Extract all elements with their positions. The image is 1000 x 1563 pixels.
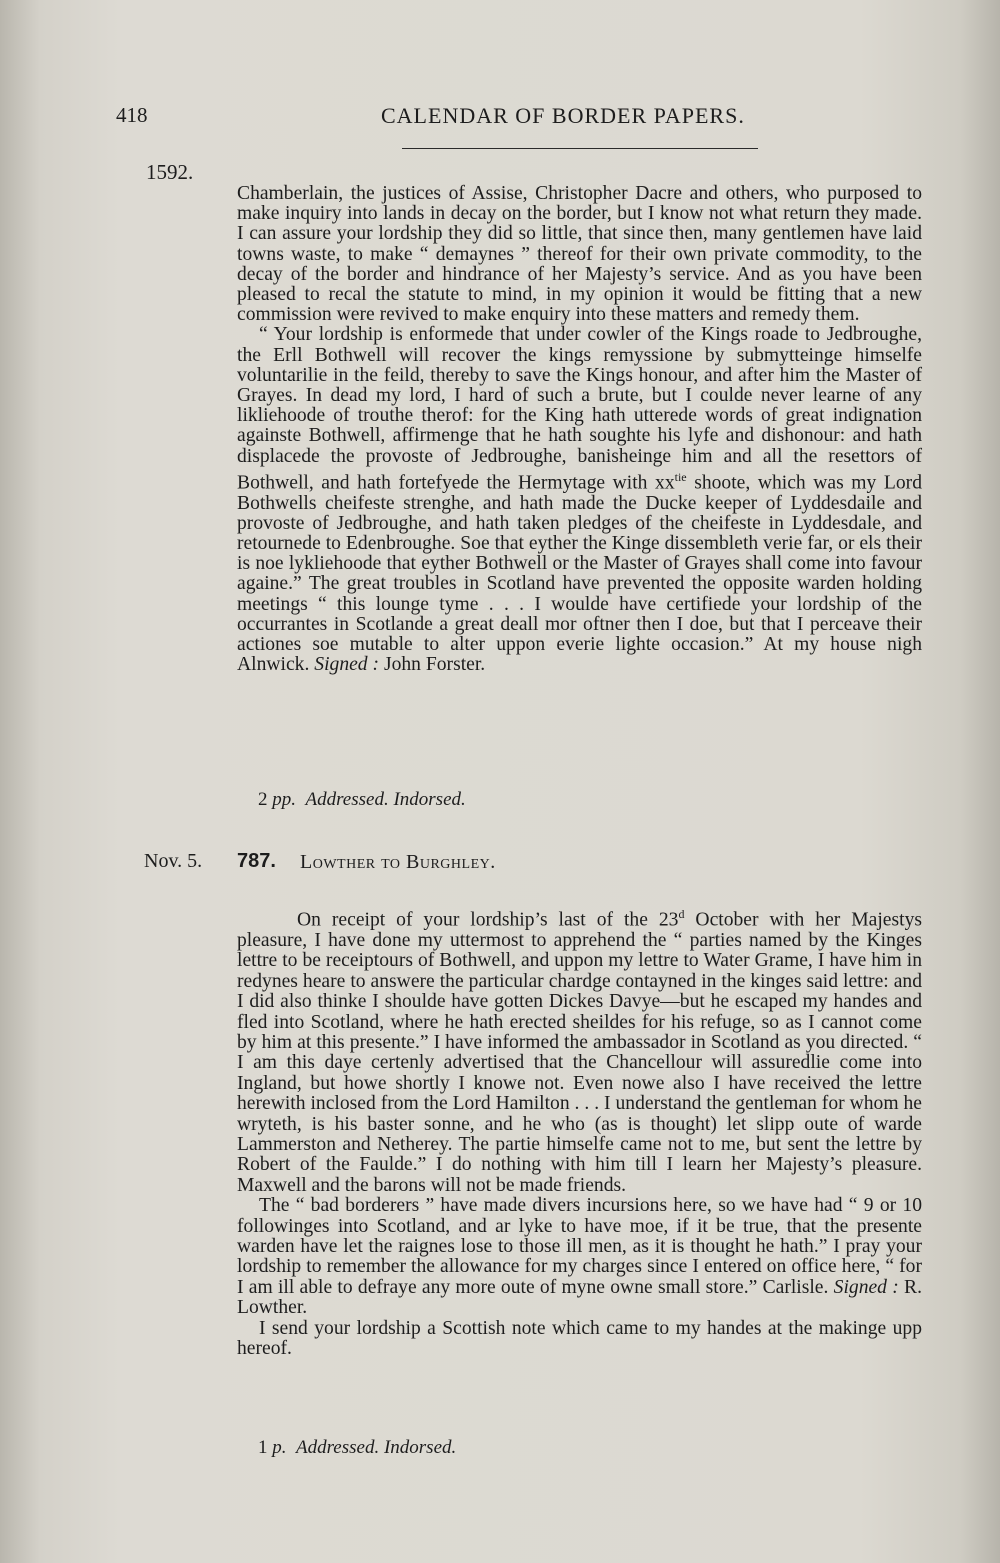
note-endorsement: Addressed. Indorsed.	[296, 1437, 457, 1458]
note-pages: 2	[258, 789, 273, 810]
superscript: d	[678, 907, 685, 921]
paragraph	[237, 1196, 922, 1318]
year-margin: 1592.	[146, 160, 194, 184]
paragraph	[237, 325, 922, 675]
entry-title: Lowther to Burghley.	[300, 851, 496, 873]
entry-786-body	[237, 184, 922, 675]
entry-787-body	[237, 904, 922, 1359]
text-run: “ Your lordship is enformede that under cowler of the Kings roade to Jedbroughe, the Erll Bothwell will recover the kings remyssione by submytteinge himselfe voluntarilie in the feild, thereby to save the Kings honour, and after him the Master of Grayes. In dead my lord, I hard of such a brute, but I coulde never learne of any likliehoode of trouthe therof: for the King hath utterede words of great indignation againste Bothwell, affirmenge that he hath soughte his lyfe and dishonour: and hath displacede the provoste of Jedbroughe, banisheinge him and all the resettors of Bothwell, and hath fortefyede the Hermytage with xx	[237, 324, 922, 494]
signed-label: Signed :	[833, 1276, 899, 1298]
text-run: October with her Majestys pleasure, I have done my uttermost to apprehend the “ parties named by the Kinges lettre to be receiptours of Bothwell, and uppon my lettre to Water Grame, I have him in redynes heare to answere the particular chardge contayned in the kinges said lettre: and I did also thinke I shoulde have gotten Dickes Davye—but he escaped my handes and fled into Scotland, where he hath erected sheildes for his refuge, so as I cannot come by him at this presente.” I have informed the ambassador in Scotland as you directed. “ I am this daye certenly advertised that the Chancellour will assuredlie come into Ingland, but howe shortly I knowe not. Even nowe also I have received the lettre herewith inclosed from the Lord Hamilton . . . I understand the gentleman for whom he wryteth, is his baster sonne, and he who (as is thought) let slipp oute of warde Lammerston and Netherey. The partie himselfe came not to me, but sent the lettre by Robert of the Faulde.” I do nothing with him till I learn her Majesty’s pleasure. Maxwell and the barons will not be made friends.	[237, 909, 922, 1196]
entry-786-note	[258, 789, 466, 811]
page-number: 418	[116, 103, 148, 127]
running-title: CALENDAR OF BORDER PAPERS.	[381, 103, 745, 128]
signed-label: Signed :	[314, 654, 380, 676]
text-run: The “ bad borderers ” have made divers incursions here, so we have had “ 9 or 10 followinges into Scotland, and ar lyke to have moe, if it be true, that the presente warden have let the raignes lose to those ill men, as it is thought he hath.” I pray your lordship to remember the allowance for my charges since I entered on office here, “ for I am ill able to defraye any more oute of myne owne small store.” Carlisle.	[237, 1195, 922, 1298]
note-pages: 1	[258, 1437, 273, 1458]
signatory: R. Lowther.	[237, 1276, 922, 1319]
note-pp: pp.	[272, 789, 296, 810]
paragraph: Chamberlain, the justices of Assise, Christopher Dacre and others, who purposed to make inquiry into lands in decay on the border, but I know not what return they made. I can assure your lordship they did so little, that since then, many gentlemen have laid towns waste, to make “ demaynes ” thereof for their own private commodity, to the decay of the border and hindrance of her Majesty’s service. And as you have been pleased to recal the statute to mind, in my opinion it would be fitting that a new commission were revived to make enquiry into these matters and remedy them.	[237, 183, 922, 326]
entry-787-note	[258, 1437, 456, 1459]
signatory: John Forster.	[379, 654, 486, 676]
paragraph: I send your lordship a Scottish note which came to my handes at the makinge upp hereof.	[237, 1317, 922, 1360]
superscript: tie	[674, 469, 687, 484]
text-run: On receipt of your lordship’s last of the 23	[297, 909, 679, 931]
entry-date: Nov. 5.	[144, 850, 203, 872]
paragraph	[237, 904, 922, 1196]
title-rule	[402, 148, 758, 149]
text-run: shoote, which was my Lord Bothwells cheifeste strenghe, and hath made the Ducke keeper of Lyddesdaile and provoste of Jedbroughe, and hath taken pledges of the cheifeste in Lyddesdale, and retournede to Edenbroughe. Soe that eyther the Kinge dissembleth verie far, or els their is noe lykliehoode that eyther Bothwell or the Master of Grayes shall come into favour againe.” The great troubles in Scotland have prevented the opposite warden holding meetings “ this lounge tyme . . . I woulde have certifiede your lordship of the occurrantes in Scotlande a great deall mor oftner then I doe, but that I perceave their actiones soe mutable to alter uppon everie lighte occasion.” At my house nigh Alnwick.	[237, 472, 923, 676]
entry-number: 787.	[237, 850, 276, 872]
note-pp: p.	[272, 1437, 287, 1458]
note-endorsement: Addressed. Indorsed.	[305, 789, 466, 810]
